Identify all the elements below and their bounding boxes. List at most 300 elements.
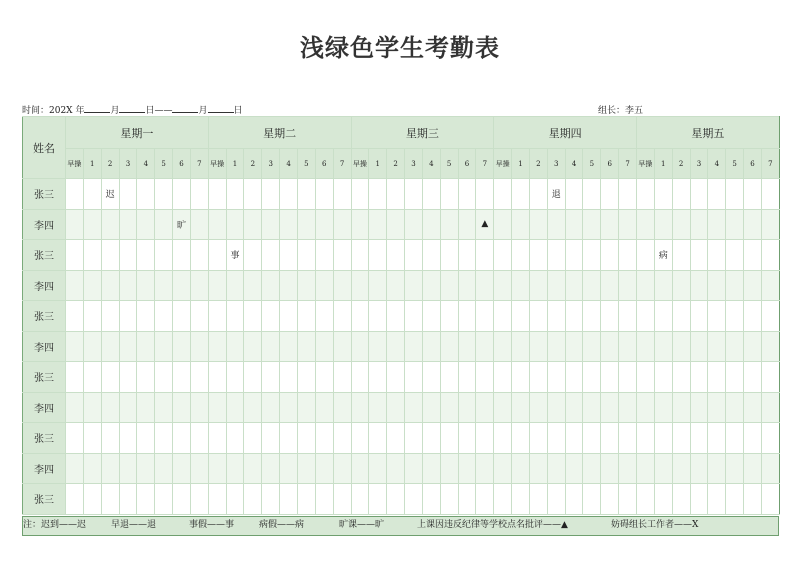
attendance-cell[interactable]	[529, 484, 547, 515]
attendance-cell[interactable]	[672, 270, 690, 301]
attendance-cell[interactable]	[440, 331, 458, 362]
attendance-cell[interactable]	[672, 362, 690, 393]
attendance-cell[interactable]	[654, 301, 672, 332]
attendance-cell[interactable]	[494, 484, 512, 515]
attendance-cell[interactable]	[726, 179, 744, 210]
attendance-cell[interactable]	[387, 301, 405, 332]
attendance-cell[interactable]	[119, 331, 137, 362]
attendance-cell[interactable]	[672, 453, 690, 484]
attendance-cell[interactable]	[226, 392, 244, 423]
attendance-cell[interactable]	[761, 362, 779, 393]
attendance-cell[interactable]	[280, 209, 298, 240]
attendance-cell[interactable]	[583, 392, 601, 423]
attendance-cell[interactable]	[708, 240, 726, 271]
attendance-cell[interactable]	[708, 423, 726, 454]
attendance-cell[interactable]	[744, 301, 762, 332]
attendance-cell[interactable]	[565, 301, 583, 332]
attendance-cell[interactable]	[512, 179, 530, 210]
attendance-cell[interactable]	[137, 301, 155, 332]
attendance-cell[interactable]	[387, 392, 405, 423]
attendance-cell[interactable]	[494, 270, 512, 301]
attendance-cell[interactable]	[672, 301, 690, 332]
attendance-cell[interactable]	[208, 392, 226, 423]
attendance-cell[interactable]	[494, 179, 512, 210]
attendance-cell[interactable]	[619, 240, 637, 271]
attendance-cell[interactable]	[601, 423, 619, 454]
attendance-cell[interactable]	[333, 240, 351, 271]
attendance-cell[interactable]	[601, 453, 619, 484]
attendance-cell[interactable]	[101, 484, 119, 515]
attendance-cell[interactable]	[601, 331, 619, 362]
attendance-cell[interactable]	[512, 270, 530, 301]
attendance-cell[interactable]	[190, 392, 208, 423]
attendance-cell[interactable]	[244, 240, 262, 271]
attendance-cell[interactable]	[244, 423, 262, 454]
attendance-cell[interactable]	[637, 392, 655, 423]
attendance-cell[interactable]	[761, 331, 779, 362]
attendance-cell[interactable]	[708, 484, 726, 515]
attendance-cell[interactable]	[155, 179, 173, 210]
attendance-cell[interactable]	[262, 209, 280, 240]
attendance-cell[interactable]	[761, 209, 779, 240]
attendance-cell[interactable]	[583, 362, 601, 393]
attendance-cell[interactable]	[119, 484, 137, 515]
attendance-cell[interactable]	[226, 179, 244, 210]
attendance-cell[interactable]	[83, 423, 101, 454]
attendance-cell[interactable]	[66, 362, 84, 393]
attendance-cell[interactable]	[422, 209, 440, 240]
attendance-cell[interactable]	[387, 484, 405, 515]
attendance-cell[interactable]	[440, 270, 458, 301]
attendance-cell[interactable]	[761, 484, 779, 515]
attendance-cell[interactable]	[708, 453, 726, 484]
attendance-cell[interactable]	[744, 209, 762, 240]
attendance-cell[interactable]	[297, 209, 315, 240]
attendance-cell[interactable]	[708, 209, 726, 240]
attendance-cell[interactable]	[690, 423, 708, 454]
attendance-cell[interactable]	[405, 301, 423, 332]
attendance-cell[interactable]	[101, 392, 119, 423]
attendance-cell[interactable]	[672, 392, 690, 423]
attendance-cell[interactable]	[583, 301, 601, 332]
attendance-cell[interactable]	[690, 362, 708, 393]
attendance-cell[interactable]	[119, 392, 137, 423]
attendance-cell[interactable]	[262, 331, 280, 362]
attendance-cell[interactable]	[119, 209, 137, 240]
attendance-cell[interactable]	[726, 240, 744, 271]
attendance-cell[interactable]	[226, 423, 244, 454]
attendance-cell[interactable]	[155, 484, 173, 515]
attendance-cell[interactable]	[690, 240, 708, 271]
attendance-cell[interactable]	[458, 240, 476, 271]
attendance-cell[interactable]	[387, 209, 405, 240]
attendance-cell[interactable]	[672, 331, 690, 362]
attendance-cell[interactable]	[119, 240, 137, 271]
attendance-cell[interactable]	[119, 270, 137, 301]
attendance-cell[interactable]	[297, 270, 315, 301]
attendance-cell[interactable]	[101, 301, 119, 332]
attendance-cell[interactable]	[512, 392, 530, 423]
attendance-cell[interactable]	[761, 179, 779, 210]
attendance-cell[interactable]	[83, 209, 101, 240]
attendance-cell[interactable]	[440, 301, 458, 332]
attendance-cell[interactable]	[529, 301, 547, 332]
attendance-cell[interactable]	[101, 270, 119, 301]
attendance-cell[interactable]	[422, 301, 440, 332]
attendance-cell[interactable]	[333, 301, 351, 332]
attendance-cell[interactable]	[637, 179, 655, 210]
attendance-cell[interactable]	[226, 484, 244, 515]
attendance-cell[interactable]	[190, 179, 208, 210]
attendance-cell[interactable]	[761, 423, 779, 454]
attendance-cell[interactable]	[601, 179, 619, 210]
attendance-cell[interactable]	[315, 209, 333, 240]
attendance-cell[interactable]	[280, 423, 298, 454]
attendance-cell[interactable]	[173, 484, 191, 515]
attendance-cell[interactable]	[708, 179, 726, 210]
attendance-cell[interactable]	[476, 362, 494, 393]
attendance-cell[interactable]	[155, 209, 173, 240]
attendance-cell[interactable]	[262, 179, 280, 210]
attendance-cell[interactable]	[137, 240, 155, 271]
attendance-cell[interactable]	[654, 179, 672, 210]
attendance-cell[interactable]	[583, 423, 601, 454]
attendance-cell[interactable]	[619, 423, 637, 454]
attendance-cell[interactable]	[173, 331, 191, 362]
attendance-cell[interactable]	[173, 362, 191, 393]
attendance-cell[interactable]	[173, 423, 191, 454]
attendance-cell[interactable]	[333, 270, 351, 301]
attendance-cell[interactable]	[512, 362, 530, 393]
attendance-cell[interactable]	[405, 209, 423, 240]
attendance-cell[interactable]	[369, 301, 387, 332]
attendance-cell[interactable]	[173, 301, 191, 332]
attendance-cell[interactable]	[280, 301, 298, 332]
attendance-cell[interactable]	[726, 209, 744, 240]
attendance-cell[interactable]	[280, 453, 298, 484]
attendance-cell[interactable]	[208, 179, 226, 210]
attendance-cell[interactable]	[66, 331, 84, 362]
attendance-cell[interactable]	[529, 453, 547, 484]
attendance-cell[interactable]	[351, 392, 369, 423]
attendance-cell[interactable]	[708, 301, 726, 332]
attendance-cell[interactable]	[405, 240, 423, 271]
attendance-cell[interactable]	[405, 484, 423, 515]
attendance-cell[interactable]	[369, 484, 387, 515]
attendance-cell[interactable]	[565, 423, 583, 454]
attendance-cell[interactable]	[476, 270, 494, 301]
attendance-cell[interactable]	[155, 423, 173, 454]
attendance-cell[interactable]	[690, 392, 708, 423]
attendance-cell[interactable]	[583, 270, 601, 301]
attendance-cell[interactable]	[744, 270, 762, 301]
attendance-cell[interactable]	[351, 423, 369, 454]
attendance-cell[interactable]	[744, 362, 762, 393]
attendance-cell[interactable]	[440, 484, 458, 515]
attendance-cell[interactable]	[280, 484, 298, 515]
attendance-cell[interactable]	[262, 392, 280, 423]
attendance-cell[interactable]	[262, 484, 280, 515]
attendance-cell[interactable]	[244, 301, 262, 332]
attendance-cell[interactable]	[280, 392, 298, 423]
attendance-cell[interactable]	[583, 240, 601, 271]
attendance-cell[interactable]	[387, 453, 405, 484]
attendance-cell[interactable]	[208, 362, 226, 393]
attendance-cell[interactable]	[512, 331, 530, 362]
attendance-cell[interactable]	[547, 392, 565, 423]
attendance-cell[interactable]	[440, 240, 458, 271]
attendance-cell[interactable]	[137, 331, 155, 362]
attendance-cell[interactable]	[173, 179, 191, 210]
attendance-cell[interactable]	[529, 392, 547, 423]
attendance-cell[interactable]	[565, 484, 583, 515]
attendance-cell[interactable]	[637, 484, 655, 515]
attendance-mark[interactable]: 旷	[173, 209, 191, 240]
attendance-cell[interactable]	[494, 331, 512, 362]
attendance-cell[interactable]	[280, 362, 298, 393]
attendance-cell[interactable]	[137, 392, 155, 423]
attendance-cell[interactable]	[315, 392, 333, 423]
attendance-cell[interactable]	[422, 331, 440, 362]
attendance-cell[interactable]	[422, 453, 440, 484]
attendance-cell[interactable]	[369, 453, 387, 484]
attendance-cell[interactable]	[565, 331, 583, 362]
attendance-cell[interactable]	[494, 362, 512, 393]
attendance-cell[interactable]	[190, 423, 208, 454]
attendance-cell[interactable]	[458, 423, 476, 454]
attendance-cell[interactable]	[333, 484, 351, 515]
attendance-mark[interactable]: 病	[654, 240, 672, 271]
attendance-cell[interactable]	[422, 179, 440, 210]
attendance-cell[interactable]	[726, 270, 744, 301]
attendance-cell[interactable]	[226, 331, 244, 362]
attendance-cell[interactable]	[369, 270, 387, 301]
attendance-cell[interactable]	[690, 453, 708, 484]
attendance-cell[interactable]	[494, 423, 512, 454]
attendance-cell[interactable]	[387, 240, 405, 271]
attendance-cell[interactable]	[66, 209, 84, 240]
attendance-cell[interactable]	[744, 179, 762, 210]
attendance-cell[interactable]	[726, 484, 744, 515]
blank-day-end[interactable]	[208, 104, 234, 113]
attendance-cell[interactable]	[619, 392, 637, 423]
attendance-cell[interactable]	[226, 362, 244, 393]
attendance-cell[interactable]	[280, 331, 298, 362]
attendance-mark[interactable]: 迟	[101, 179, 119, 210]
attendance-cell[interactable]	[601, 362, 619, 393]
attendance-cell[interactable]	[315, 331, 333, 362]
attendance-mark[interactable]: 退	[547, 179, 565, 210]
attendance-cell[interactable]	[654, 362, 672, 393]
attendance-cell[interactable]	[619, 209, 637, 240]
attendance-cell[interactable]	[529, 179, 547, 210]
attendance-cell[interactable]	[190, 301, 208, 332]
attendance-cell[interactable]	[369, 423, 387, 454]
attendance-cell[interactable]	[637, 423, 655, 454]
attendance-cell[interactable]	[208, 209, 226, 240]
attendance-cell[interactable]	[190, 240, 208, 271]
attendance-cell[interactable]	[565, 179, 583, 210]
attendance-cell[interactable]	[173, 270, 191, 301]
attendance-cell[interactable]	[190, 453, 208, 484]
attendance-cell[interactable]	[244, 270, 262, 301]
attendance-cell[interactable]	[547, 423, 565, 454]
attendance-cell[interactable]	[226, 270, 244, 301]
attendance-cell[interactable]	[637, 209, 655, 240]
attendance-cell[interactable]	[280, 240, 298, 271]
attendance-cell[interactable]	[155, 392, 173, 423]
attendance-cell[interactable]	[619, 301, 637, 332]
attendance-cell[interactable]	[654, 392, 672, 423]
attendance-cell[interactable]	[66, 179, 84, 210]
attendance-cell[interactable]	[351, 270, 369, 301]
attendance-cell[interactable]	[369, 209, 387, 240]
attendance-cell[interactable]	[637, 270, 655, 301]
attendance-cell[interactable]	[315, 453, 333, 484]
attendance-cell[interactable]	[190, 331, 208, 362]
attendance-cell[interactable]	[601, 301, 619, 332]
blank-day[interactable]	[119, 104, 145, 113]
attendance-cell[interactable]	[494, 209, 512, 240]
attendance-cell[interactable]	[458, 209, 476, 240]
attendance-cell[interactable]	[190, 362, 208, 393]
attendance-cell[interactable]	[565, 362, 583, 393]
attendance-cell[interactable]	[512, 453, 530, 484]
attendance-cell[interactable]	[244, 179, 262, 210]
attendance-cell[interactable]	[654, 484, 672, 515]
attendance-cell[interactable]	[315, 484, 333, 515]
attendance-cell[interactable]	[476, 240, 494, 271]
attendance-cell[interactable]	[83, 331, 101, 362]
attendance-cell[interactable]	[387, 423, 405, 454]
attendance-cell[interactable]	[529, 331, 547, 362]
attendance-cell[interactable]	[262, 423, 280, 454]
attendance-cell[interactable]	[601, 270, 619, 301]
attendance-cell[interactable]	[476, 392, 494, 423]
attendance-cell[interactable]	[726, 331, 744, 362]
attendance-cell[interactable]	[690, 484, 708, 515]
attendance-cell[interactable]	[583, 331, 601, 362]
attendance-cell[interactable]	[565, 270, 583, 301]
attendance-cell[interactable]	[547, 270, 565, 301]
attendance-cell[interactable]	[726, 362, 744, 393]
attendance-cell[interactable]	[601, 484, 619, 515]
attendance-cell[interactable]	[458, 484, 476, 515]
attendance-cell[interactable]	[190, 270, 208, 301]
attendance-cell[interactable]	[297, 179, 315, 210]
attendance-cell[interactable]	[137, 179, 155, 210]
attendance-cell[interactable]	[66, 270, 84, 301]
attendance-cell[interactable]	[101, 453, 119, 484]
attendance-cell[interactable]	[155, 270, 173, 301]
attendance-cell[interactable]	[440, 423, 458, 454]
attendance-cell[interactable]	[315, 362, 333, 393]
attendance-cell[interactable]	[761, 301, 779, 332]
attendance-cell[interactable]	[333, 209, 351, 240]
attendance-cell[interactable]	[333, 423, 351, 454]
attendance-cell[interactable]	[637, 331, 655, 362]
attendance-cell[interactable]	[565, 240, 583, 271]
attendance-cell[interactable]	[137, 484, 155, 515]
attendance-cell[interactable]	[208, 453, 226, 484]
attendance-cell[interactable]	[208, 331, 226, 362]
attendance-cell[interactable]	[297, 362, 315, 393]
attendance-cell[interactable]	[208, 484, 226, 515]
attendance-cell[interactable]	[494, 392, 512, 423]
attendance-cell[interactable]	[619, 179, 637, 210]
attendance-cell[interactable]	[244, 453, 262, 484]
attendance-cell[interactable]	[672, 240, 690, 271]
attendance-cell[interactable]	[458, 270, 476, 301]
attendance-cell[interactable]	[512, 301, 530, 332]
attendance-cell[interactable]	[422, 392, 440, 423]
attendance-cell[interactable]	[405, 392, 423, 423]
attendance-cell[interactable]	[333, 179, 351, 210]
attendance-cell[interactable]	[726, 392, 744, 423]
attendance-cell[interactable]	[280, 179, 298, 210]
attendance-cell[interactable]	[744, 331, 762, 362]
attendance-cell[interactable]	[297, 301, 315, 332]
attendance-cell[interactable]	[387, 270, 405, 301]
attendance-cell[interactable]	[66, 484, 84, 515]
attendance-cell[interactable]	[744, 453, 762, 484]
attendance-cell[interactable]	[619, 484, 637, 515]
attendance-cell[interactable]	[66, 453, 84, 484]
attendance-cell[interactable]	[369, 331, 387, 362]
attendance-cell[interactable]	[708, 270, 726, 301]
attendance-cell[interactable]	[351, 331, 369, 362]
attendance-cell[interactable]	[101, 240, 119, 271]
attendance-cell[interactable]	[583, 484, 601, 515]
attendance-cell[interactable]	[83, 484, 101, 515]
attendance-cell[interactable]	[119, 362, 137, 393]
attendance-cell[interactable]	[637, 301, 655, 332]
attendance-cell[interactable]	[547, 362, 565, 393]
attendance-cell[interactable]	[440, 209, 458, 240]
attendance-cell[interactable]	[351, 453, 369, 484]
attendance-cell[interactable]	[137, 209, 155, 240]
attendance-cell[interactable]	[101, 209, 119, 240]
attendance-cell[interactable]	[208, 240, 226, 271]
attendance-cell[interactable]	[458, 331, 476, 362]
attendance-cell[interactable]	[440, 453, 458, 484]
attendance-cell[interactable]	[155, 301, 173, 332]
attendance-cell[interactable]	[173, 392, 191, 423]
attendance-cell[interactable]	[476, 331, 494, 362]
attendance-cell[interactable]	[565, 392, 583, 423]
attendance-cell[interactable]	[619, 270, 637, 301]
attendance-cell[interactable]	[333, 362, 351, 393]
attendance-cell[interactable]	[690, 179, 708, 210]
attendance-cell[interactable]	[137, 453, 155, 484]
attendance-cell[interactable]	[315, 301, 333, 332]
attendance-cell[interactable]	[744, 423, 762, 454]
attendance-cell[interactable]	[422, 270, 440, 301]
attendance-cell[interactable]	[297, 240, 315, 271]
attendance-cell[interactable]	[405, 179, 423, 210]
attendance-cell[interactable]	[512, 209, 530, 240]
attendance-cell[interactable]	[244, 392, 262, 423]
attendance-cell[interactable]	[190, 209, 208, 240]
attendance-cell[interactable]	[315, 240, 333, 271]
attendance-cell[interactable]	[494, 240, 512, 271]
attendance-cell[interactable]	[565, 453, 583, 484]
attendance-cell[interactable]	[83, 362, 101, 393]
attendance-cell[interactable]	[119, 301, 137, 332]
attendance-cell[interactable]	[66, 301, 84, 332]
attendance-cell[interactable]	[83, 240, 101, 271]
attendance-cell[interactable]	[405, 423, 423, 454]
